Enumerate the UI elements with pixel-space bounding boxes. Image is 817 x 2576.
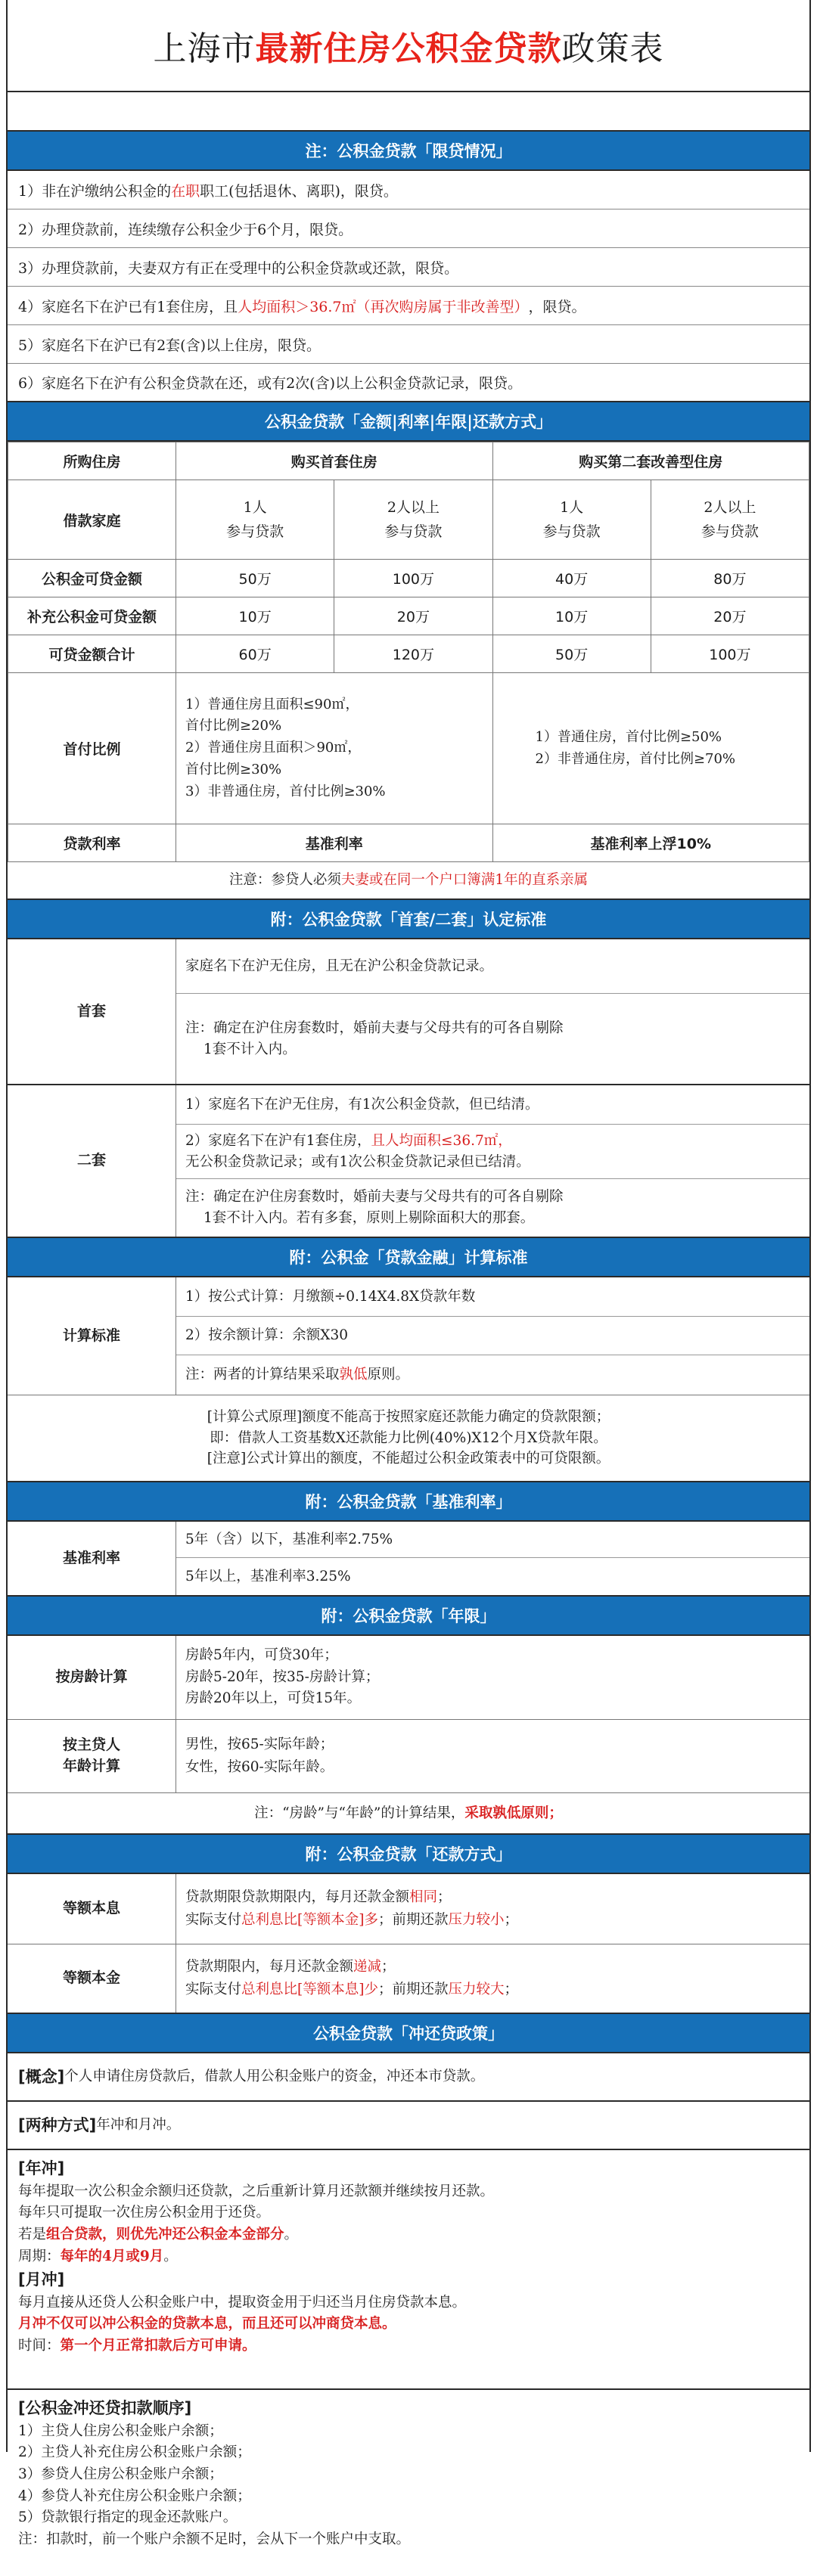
second-house-rule-1: 1）家庭名下在沪无住房，有1次公积金贷款，但已结清。	[176, 1085, 809, 1125]
first-house-rule: 家庭名下在沪无住房，且无在沪公积金贷款记录。	[176, 939, 809, 994]
rate-second: 基准利率上浮10%	[492, 824, 809, 862]
term-by-house-age	[8, 1636, 809, 1720]
second-house-note: 注：确定在沪住房套数时，婚前夫妻与父母共有的可各自剔除 1套不计入内。若有多套，原则上剔除面积大的那套。	[185, 1189, 564, 1226]
col-first-house: 购买首套住房	[176, 442, 493, 480]
house-age-rules: 房龄5年内，可贷30年； 房龄5-20年，按35-房龄计算； 房龄20年以上，可贷15年。	[185, 1646, 380, 1707]
equal-principal-desc: 贷款期限内，每月还款金额递减； 实际支付总利息比[等额本息]少；前期还款压力较大；	[185, 1959, 518, 1997]
family-cell: 1人 参与贷款	[176, 480, 334, 560]
col-second-house: 购买第二套改善型住房	[492, 442, 809, 480]
section-header-base-rate: 附：公积金贷款「基准利率」	[8, 1482, 809, 1522]
offset-concept: [概念] 个人申请住房贷款后，借款人用公积金账户的资金，冲还本市贷款。	[8, 2053, 809, 2102]
spacer	[8, 92, 809, 132]
base-rate-row	[8, 1522, 809, 1597]
down-payment-first: 1）普通住房且面积≤90㎡， 首付比例≥20% 2）普通住房且面积＞90㎡， 首付比例≥30% 3）非普通住房，首付比例≥30%	[176, 673, 493, 824]
offset-order: [公积金冲还贷扣款顺序] 1）主贷人住房公积金账户余额； 2）主贷人补充住房公积金账户余额； 3）参贷人住房公积金账户余额； 4）参贷人补充住房公积金账户余额； 5）贷款银行指定的现金还款账户。 注：扣款时，前一个账户余额不足时，会从下一个账户中支取。	[18, 2399, 411, 2547]
amount-cell: 100万	[334, 560, 492, 597]
calc-balance: 2）按余额计算：余额X30	[176, 1317, 809, 1355]
second-house-row	[8, 1085, 809, 1238]
first-house-note: 注：确定在沪住房套数时，婚前夫妻与父母共有的可各自剔除 1套不计入内。	[185, 1020, 564, 1057]
row-base-amount: 公积金可贷金额	[8, 560, 176, 597]
term-note: 注：“房龄”与“年龄”的计算结果，采取孰低原则；	[8, 1793, 809, 1835]
term-by-borrower-age	[8, 1720, 809, 1793]
section-header-repayment: 附：公积金贷款「还款方式」	[8, 1835, 809, 1874]
rate-first: 基准利率	[176, 824, 493, 862]
family-cell: 2人以上 参与贷款	[334, 480, 492, 560]
amount-cell: 80万	[651, 560, 809, 597]
row-down-payment: 首付比例	[8, 673, 176, 824]
rate-long-term: 5年以上，基准利率3.25%	[185, 1568, 351, 1584]
house-age-label: 按房龄计算	[8, 1636, 176, 1719]
first-house-label: 首套	[8, 939, 176, 1084]
section-header-offset: 公积金贷款「冲还贷政策」	[8, 2014, 809, 2053]
equal-installment-row	[8, 1874, 809, 1944]
base-rate-label: 基准利率	[8, 1522, 176, 1595]
page-title	[8, 0, 809, 92]
second-house-rule-2: 2）家庭名下在沪有1套住房，且人均面积≤36.7㎡， 无公积金贷款记录；或有1次公积金贷款记录但已结清。	[176, 1125, 809, 1179]
title-prefix: 上海市	[153, 29, 256, 68]
restriction-row-4: 4）家庭名下在沪已有1套住房，且 人均面积＞36.7㎡（再次购房属于非改善型） ，限贷。	[8, 287, 809, 325]
calc-principle: [计算公式原理]额度不能高于按照家庭还款能力确定的贷款限额； 即：借款人工资基数X还款能力比例(40%)X12个月X贷款年限。 [注意]公式计算出的额度，不能超过公积金政策表中的可贷限额。	[8, 1395, 809, 1482]
section-header-loan-term: 附：公积金贷款「年限」	[8, 1597, 809, 1636]
row-family: 借款家庭	[8, 480, 176, 560]
title-suffix: 政策表	[561, 29, 664, 68]
amount-cell: 50万	[492, 635, 651, 673]
calc-note: 注：两者的计算结果采取 孰低 原则。	[185, 1367, 410, 1383]
row-sup-amount: 补充公积金可贷金额	[8, 597, 176, 635]
col-house: 所购住房	[8, 442, 176, 480]
borrower-note: 注意：参贷人必须夫妻或在同一个户口簿满1年的直系亲属	[8, 862, 809, 900]
offset-year-month: [年冲] 每年提取一次公积金余额归还贷款，之后重新计算月还款额并继续按月还款。 每年只可提取一次住房公积金用于还贷。 若是组合贷款，则优先冲还公积金本金部分。 周期：每年的4月或9月。 [月冲] 每月直接从还贷人公积金账户中，提取资金用于归还当月住房贷款本息。 月冲不仅可以冲公积金的贷款本息，而且还可以冲商贷本息。 时间：第一个月正常扣款后方可申请。	[8, 2150, 809, 2390]
loan-amount-table	[8, 442, 809, 862]
offset-two-ways: [两种方式] 年冲和月冲。	[8, 2102, 809, 2150]
restriction-row-5: 5）家庭名下在沪已有2套(含)以上住房，限贷。	[8, 325, 809, 364]
row-total-amount: 可贷金额合计	[8, 635, 176, 673]
policy-page	[6, 0, 811, 2547]
section-header-loan-terms: 公积金贷款「金额|利率|年限|还款方式」	[8, 402, 809, 442]
section-header-amount-calc: 附：公积金「贷款金融」计算标准	[8, 1238, 809, 1277]
amount-cell: 10万	[492, 597, 651, 635]
calc-row	[8, 1277, 809, 1395]
restriction-row-1: 1）非在沪缴纳公积金的 在职 职工(包括退休、离职)，限贷。	[8, 171, 809, 209]
amount-cell: 10万	[176, 597, 334, 635]
amount-cell: 20万	[334, 597, 492, 635]
section-header-restrictions: 注：公积金贷款「限贷情况」	[8, 132, 809, 171]
amount-cell: 20万	[651, 597, 809, 635]
restriction-row-3: 3）办理贷款前，夫妻双方有正在受理中的公积金贷款或还款，限贷。	[8, 248, 809, 287]
equal-principal-label: 等额本金	[8, 1944, 176, 2013]
amount-cell: 100万	[651, 635, 809, 673]
first-house-row	[8, 939, 809, 1085]
family-cell: 1人 参与贷款	[492, 480, 651, 560]
amount-cell: 50万	[176, 560, 334, 597]
equal-principal-row	[8, 1944, 809, 2014]
borrower-age-rules: 男性，按65-实际年龄； 女性，按60-实际年龄。	[185, 1736, 334, 1775]
restriction-row-6: 6）家庭名下在沪有公积金贷款在还，或有2次(含)以上公积金贷款记录，限贷。	[8, 364, 809, 402]
down-payment-second: 1）普通住房，首付比例≥50% 2）非普通住房，首付比例≥70%	[492, 673, 809, 824]
amount-cell: 40万	[492, 560, 651, 597]
amount-cell: 120万	[334, 635, 492, 673]
borrower-age-label: 按主贷人 年龄计算	[8, 1720, 176, 1792]
title-highlight: 最新住房公积金贷款	[255, 29, 562, 68]
section-header-first-second: 附：公积金贷款「首套/二套」认定标准	[8, 900, 809, 939]
rate-short-term: 5年（含）以下，基准利率2.75%	[176, 1522, 809, 1558]
calc-label: 计算标准	[8, 1277, 176, 1395]
calc-formula: 1）按公式计算：月缴额÷0.14X4.8X贷款年数	[176, 1277, 809, 1317]
row-loan-rate: 贷款利率	[8, 824, 176, 862]
equal-installment-label: 等额本息	[8, 1874, 176, 1944]
amount-cell: 60万	[176, 635, 334, 673]
second-house-label: 二套	[8, 1085, 176, 1237]
equal-installment-desc: 贷款期限贷款期限内，每月还款金额相同； 实际支付总利息比[等额本金]多；前期还款压力较小；	[185, 1889, 518, 1928]
family-cell: 2人以上 参与贷款	[651, 480, 809, 560]
restriction-row-2: 2）办理贷款前，连续缴存公积金少于6个月，限贷。	[8, 209, 809, 248]
